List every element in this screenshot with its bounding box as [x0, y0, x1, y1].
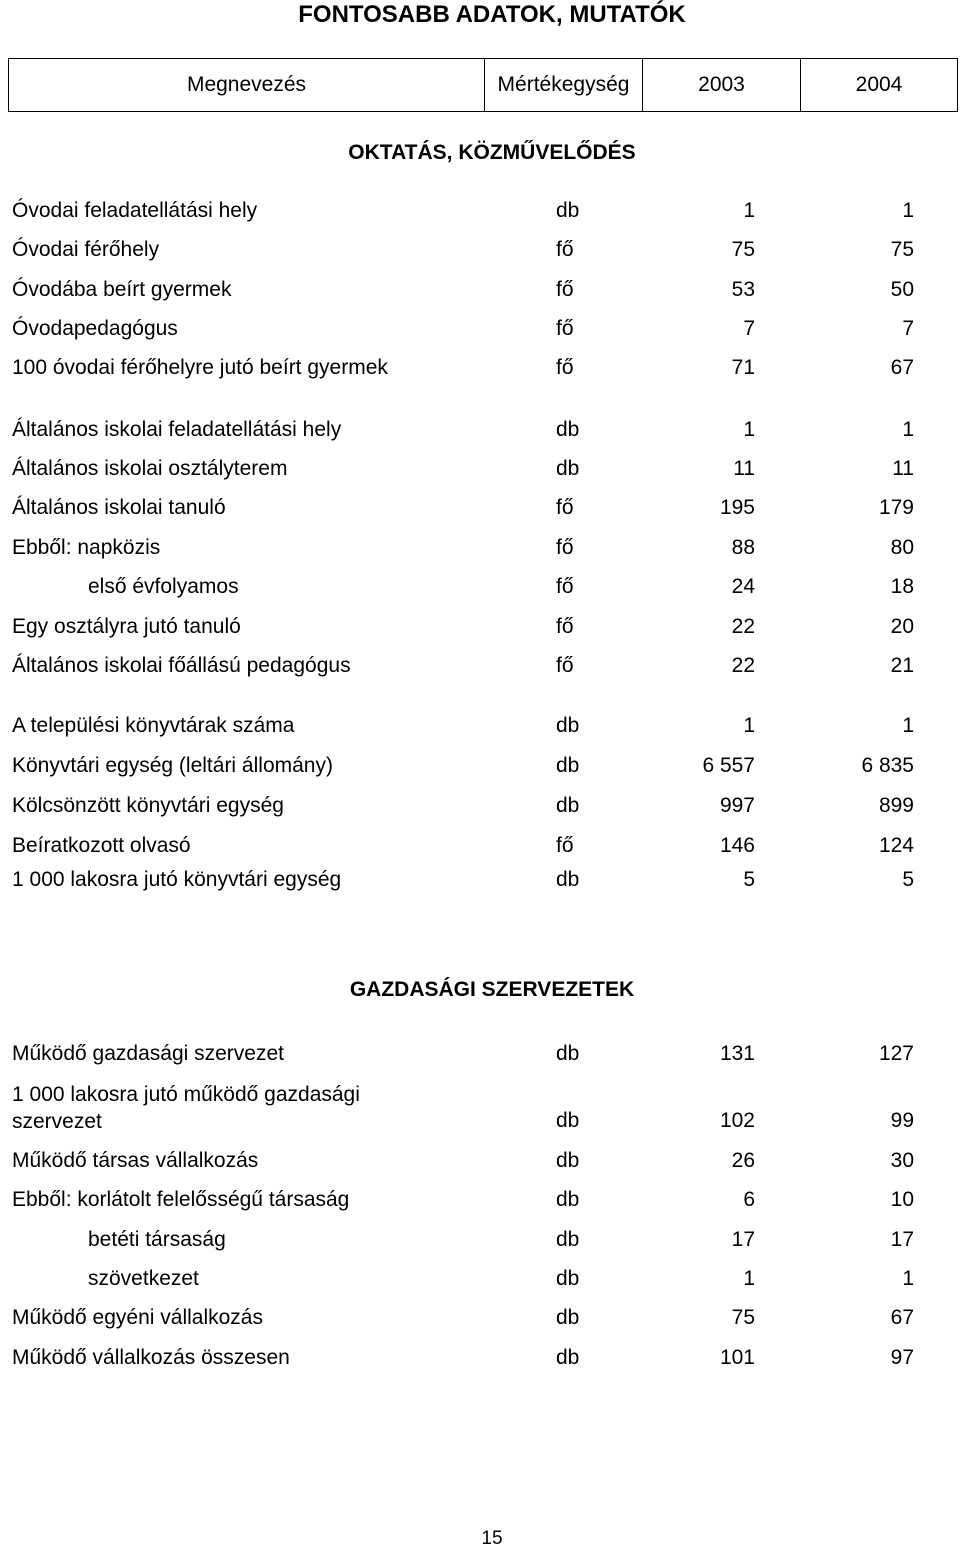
- row-value-2003: 1: [743, 199, 755, 222]
- table-row: [0, 355, 960, 381]
- row-name: 1 000 lakosra jutó működő gazdasági szervezet: [12, 1083, 360, 1133]
- row-value-2003: 1: [743, 714, 755, 737]
- table-row: [0, 653, 960, 679]
- row-value-2003: 26: [731, 1149, 755, 1172]
- row-value-2004: 67: [890, 1306, 914, 1329]
- row-value-2003: 53: [731, 278, 755, 301]
- row-name: Óvodapedagógus: [12, 317, 178, 340]
- row-unit: db: [556, 754, 580, 777]
- row-unit: db: [556, 1149, 580, 1172]
- row-unit: db: [556, 1267, 580, 1290]
- row-value-2003: 24: [731, 575, 755, 598]
- row-unit: db: [556, 714, 580, 737]
- table-row: [0, 417, 960, 443]
- row-value-2003: 7: [743, 317, 755, 340]
- row-unit: db: [556, 1042, 580, 1065]
- row-unit: db: [556, 199, 580, 222]
- row-name: Működő társas vállalkozás: [12, 1149, 259, 1172]
- row-value-2004: 21: [890, 654, 914, 677]
- row-value-2003: 146: [719, 834, 755, 857]
- row-value-2004: 11: [892, 457, 914, 480]
- row-name: A települési könyvtárak száma: [12, 714, 295, 737]
- row-unit: db: [556, 1109, 580, 1132]
- table-row: [0, 198, 960, 224]
- table-row: [0, 495, 960, 521]
- row-name: Beíratkozott olvasó: [12, 834, 191, 857]
- row-value-2004: 6 835: [861, 754, 914, 777]
- row-name: Óvodába beírt gyermek: [12, 278, 232, 301]
- row-name: Ebből: korlátolt felelősségű társaság: [12, 1188, 350, 1211]
- row-name: Működő vállalkozás összesen: [12, 1346, 290, 1369]
- row-name: Általános iskolai főállású pedagógus: [12, 654, 351, 677]
- row-unit: db: [556, 794, 580, 817]
- table-row: [0, 833, 960, 859]
- row-unit: db: [556, 868, 580, 891]
- row-value-2004: 1: [902, 418, 914, 441]
- row-value-2003: 102: [719, 1109, 755, 1132]
- row-unit: fő: [556, 238, 574, 261]
- table-row: [0, 1227, 960, 1253]
- table-row: [0, 316, 960, 342]
- row-unit: db: [556, 1188, 580, 1211]
- row-name: első évfolyamos: [88, 575, 239, 598]
- row-name: Működő gazdasági szervezet: [12, 1042, 284, 1065]
- row-value-2004: 20: [890, 615, 914, 638]
- row-unit: fő: [556, 834, 574, 857]
- row-value-2003: 1: [743, 418, 755, 441]
- row-value-2003: 17: [731, 1228, 755, 1251]
- row-value-2004: 17: [890, 1228, 914, 1251]
- row-value-2003: 75: [731, 1306, 755, 1329]
- row-name: Óvodai feladatellátási hely: [12, 199, 258, 222]
- row-value-2004: 30: [890, 1149, 914, 1172]
- row-value-2003: 5: [743, 868, 755, 891]
- row-name: Általános iskolai tanuló: [12, 496, 226, 519]
- row-unit: fő: [556, 654, 574, 677]
- table-row: [0, 237, 960, 263]
- row-value-2003: 997: [719, 794, 755, 817]
- row-name: Egy osztályra jutó tanuló: [12, 615, 241, 638]
- row-value-2004: 50: [890, 278, 914, 301]
- row-unit: db: [556, 1346, 580, 1369]
- row-value-2004: 124: [878, 834, 914, 857]
- row-value-2003: 88: [731, 536, 755, 559]
- row-unit: fő: [556, 278, 574, 301]
- row-unit: fő: [556, 496, 574, 519]
- row-value-2004: 179: [878, 496, 914, 519]
- table-row: [0, 456, 960, 482]
- row-value-2004: 127: [878, 1042, 914, 1065]
- row-value-2003: 6 557: [702, 754, 755, 777]
- table-row: [0, 1148, 960, 1174]
- row-value-2004: 75: [890, 238, 914, 261]
- table-row: [0, 1041, 960, 1067]
- table-row: [0, 614, 960, 640]
- row-name: Ebből: napközis: [12, 536, 161, 559]
- table-row: [0, 1081, 960, 1135]
- row-value-2004: 7: [902, 317, 914, 340]
- table-row: [0, 574, 960, 600]
- column-header-row: [8, 58, 958, 112]
- row-value-2004: 5: [902, 868, 914, 891]
- row-value-2003: 6: [743, 1188, 755, 1211]
- row-name: Könyvtári egység (leltári állomány): [12, 754, 333, 777]
- table-row: [0, 867, 960, 893]
- row-name: Kölcsönzött könyvtári egység: [12, 794, 284, 817]
- row-name: Óvodai férőhely: [12, 238, 160, 261]
- row-value-2003: 71: [731, 356, 755, 379]
- table-row: [0, 1345, 960, 1371]
- table-row: [0, 1266, 960, 1292]
- table-row: [0, 1305, 960, 1331]
- row-value-2003: 11: [733, 457, 755, 480]
- section-title-economic: GAZDASÁGI SZERVEZETEK: [349, 978, 635, 1001]
- table-row: [0, 277, 960, 303]
- row-value-2004: 1: [902, 714, 914, 737]
- row-name: 100 óvodai férőhelyre jutó beírt gyermek: [12, 356, 388, 379]
- table-row: [0, 713, 960, 739]
- row-unit: fő: [556, 317, 574, 340]
- row-unit: db: [556, 1306, 580, 1329]
- row-value-2004: 1: [902, 1267, 914, 1290]
- page-number: 15: [481, 1528, 503, 1549]
- row-name: Általános iskolai osztályterem: [12, 457, 288, 480]
- column-header-year-2004: 2004: [855, 73, 903, 96]
- table-row: [0, 753, 960, 779]
- row-value-2003: 75: [731, 238, 755, 261]
- row-unit: db: [556, 418, 580, 441]
- row-name: 1 000 lakosra jutó könyvtári egység: [12, 868, 342, 891]
- column-header-year-2003: 2003: [643, 59, 801, 111]
- table-row: [0, 793, 960, 819]
- row-unit: fő: [556, 536, 574, 559]
- page-title: FONTOSABB ADATOK, MUTATÓK: [298, 1, 686, 28]
- section-title-education: OKTATÁS, KÖZMŰVELŐDÉS: [348, 141, 636, 164]
- row-value-2004: 67: [890, 356, 914, 379]
- row-name: betéti társaság: [88, 1228, 226, 1251]
- row-value-2003: 101: [719, 1346, 755, 1369]
- row-name: Működő egyéni vállalkozás: [12, 1306, 263, 1329]
- row-value-2004: 10: [890, 1188, 914, 1211]
- row-unit: db: [556, 1228, 580, 1251]
- row-name: szövetkezet: [88, 1267, 199, 1290]
- row-value-2003: 131: [719, 1042, 755, 1065]
- column-header-unit: Mértékegység: [485, 59, 643, 111]
- row-value-2004: 97: [890, 1346, 914, 1369]
- row-value-2004: 80: [890, 536, 914, 559]
- row-value-2003: 22: [731, 615, 755, 638]
- row-value-2004: 18: [890, 575, 914, 598]
- row-value-2003: 22: [731, 654, 755, 677]
- table-row: [0, 1187, 960, 1213]
- row-unit: fő: [556, 615, 574, 638]
- row-value-2004: 899: [878, 794, 914, 817]
- row-value-2003: 1: [743, 1267, 755, 1290]
- row-value-2004: 1: [902, 199, 914, 222]
- row-unit: fő: [556, 356, 574, 379]
- row-unit: fő: [556, 575, 574, 598]
- row-name: Általános iskolai feladatellátási hely: [12, 418, 342, 441]
- row-unit: db: [556, 457, 580, 480]
- row-value-2003: 195: [719, 496, 755, 519]
- table-row: [0, 535, 960, 561]
- column-header-name: Megnevezés: [9, 59, 485, 111]
- row-value-2004: 99: [890, 1109, 914, 1132]
